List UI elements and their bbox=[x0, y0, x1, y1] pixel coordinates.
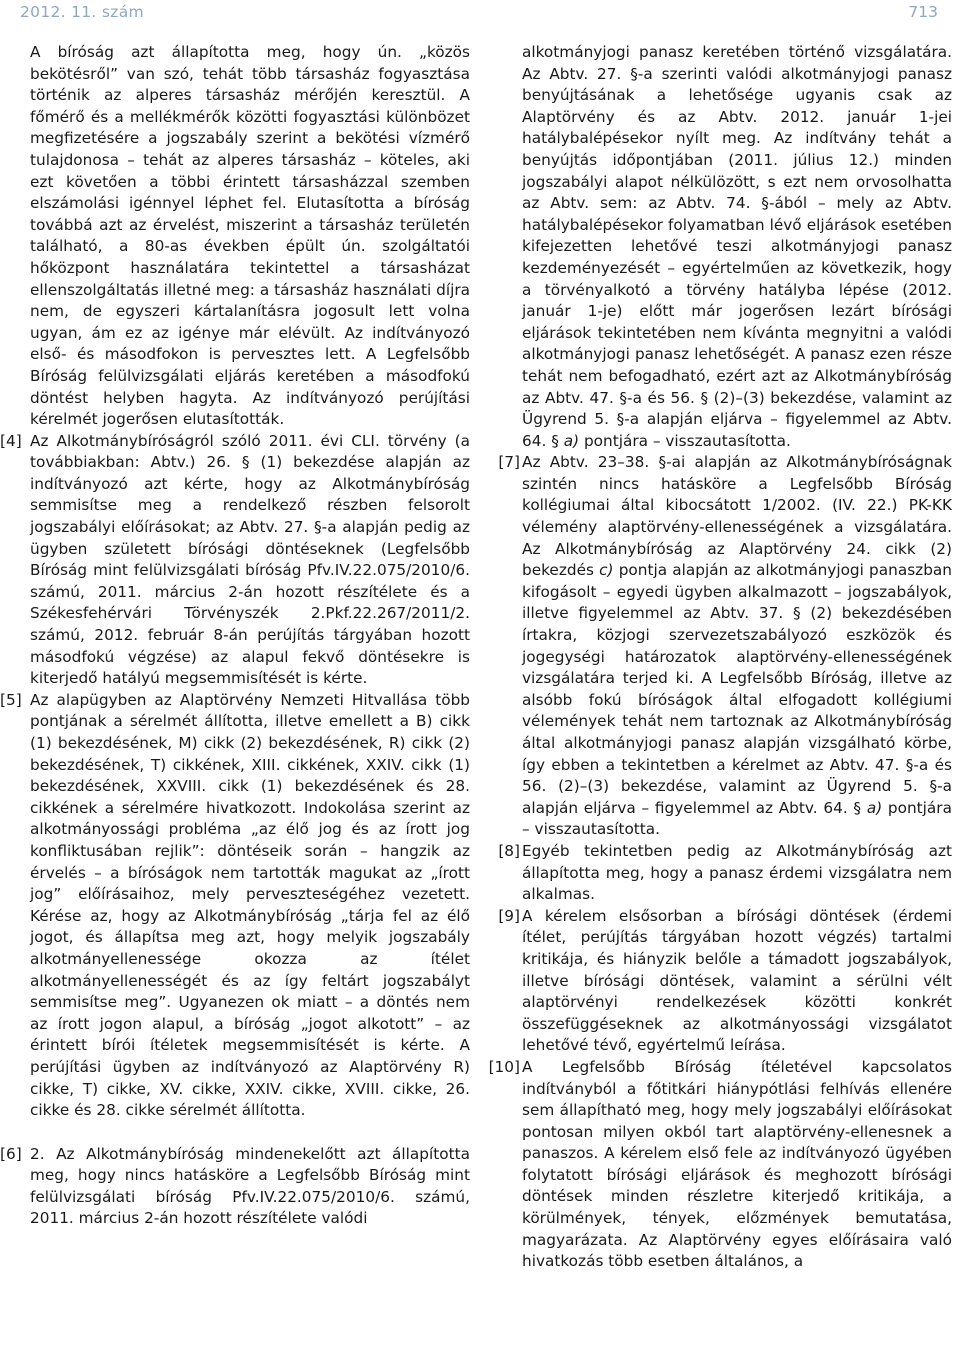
paragraph-number: [5] bbox=[0, 690, 22, 709]
paragraph-number: [8] bbox=[498, 841, 520, 860]
paragraph-number: [10] bbox=[488, 1057, 520, 1076]
point-letter: a) bbox=[563, 431, 580, 450]
page-header bbox=[0, 0, 960, 38]
paragraph-number: [6] bbox=[0, 1144, 22, 1163]
paragraph-7 bbox=[498, 452, 952, 841]
paragraph-text: Az alapügyben az Alaptörvény Nemzeti Hitvallása több pontjának a sérelmét állította, illetve emellett a B) cikk (1) bekezdésének, M) cikk (2) bekezdésének, R) cikk (2) bekezdésének, T) cikkének, XIII. cikkének, XXIV. cikk (1) bekezdésének, XXVIII. cikk (1) bekezdésének és 28. cikkének a sérelmére hivatkozott. Indokolása szerint az alkotmányossági probléma „az élő jog és az írott jog konfliktusában rejlik”: döntéseik során – hangzik az érvelés – a bíróságok nem tartották magukat az „írott jog” előírásaihoz, mely perveszteségéhez vezetett. Kérése az, hogy az Alkotmánybíróság „tárja fel az élő jogot, és állapítsa meg azt, hogy melyik jogszabály alkotmányellenessége okozza az ítélet alkotmányellenességét és az így feltárt jogszabályt semmisítse meg”. Ugyanezen ok miatt – a döntés nem az írott jogon alapul, a bíróság „jogot alkotott” – az érintett bírói ítéletek megsemmisítését is kérte. A perújítási ügyben az indítványozó az Alaptörvény R) cikke, T) cikke, XV. cikke, XXIV. cikke, XVIII. cikke, 26. cikke és 28. cikke sérelmét állította. bbox=[30, 690, 470, 1120]
paragraph-number: [7] bbox=[498, 453, 520, 472]
issue-label: 2012. 11. szám bbox=[20, 3, 144, 21]
paragraph-text: Az Abtv. 23–38. §-ai alapján az Alkotmánybíróságnak szintén nincs hatásköre a Legfelsőbb Bíróság kollégiumai által kibocsátott 1/2002. (IV. 22.) PK-KK vélemény alaptörvény-ellenességének a vizsgálatára. Az Alkotmánybíróság az Alaptörvény 24. cikk (2) bekezdés bbox=[522, 453, 952, 580]
paragraph-number: [4] bbox=[0, 431, 22, 450]
section-gap bbox=[30, 1122, 470, 1144]
paragraph-text: A Legfelsőbb Bíróság ítéletével kapcsolatos indítványból a főtitkári hiánypótlási felhívás ellenére sem állapítható meg, hogy mely jogszabályi előírásokat pontosan milyen okból tart alaptörvény-ellenesnek a panaszos. A kérelem első fele az indítványozó ügyében folytatott bírósági eljárások és meghozott bírósági döntések minden részletre kiterjedő kritikája, a körülmények, tények, előzmények bemutatása, magyarázata. Az Alaptörvény egyes előírásaira való hivatkozás több esetben általános, a bbox=[522, 1057, 952, 1271]
paragraph-4 bbox=[0, 431, 470, 690]
paragraph-text: Az Alkotmánybíróságról szóló 2011. évi CLI. törvény (a továbbiakban: Abtv.) 26. § (1) bekezdése alapján az indítványozó azt kérte, hogy az Alkotmánybíróság semmisítse meg a rendelkező részben felsorolt jogszabályi előírásokat; az Abtv. 27. §-a alapján pedig az ügyben született bírósági döntéseknek (Legfelsőbb Bíróság mint felülvizsgálati bíróság Pfv.IV.22.075/2010/6. számú, 2011. március 2-án hozott részítélete és a Székesfehérvári Törvényszék 2.Pkf.22.267/2011/2. számú, 2012. február 8-án perújítás tárgyában hozott másodfokú végzése) az alapul fekvő döntésekre is kiterjedő hatályú megsemmisítését is kérte. bbox=[30, 431, 470, 688]
paragraph-text-end: pontjára – visszautasította. bbox=[522, 798, 952, 839]
paragraph-6-continued bbox=[522, 42, 952, 452]
paragraph-intro: A bíróság azt állapította meg, hogy ún. „közös bekötésről” van szó, tehát több társasház fogyasztása történik az alperes társasház mérőjén keresztül. A főmérő és a mellékmérők közötti fogyasztási különbözet megfizetésére a jogszabály szerint a bekötési vízmérő tulajdonosa – tehát az alperes társasház – köteles, aki ezt követően a többi érintett társasházzal szemben elszámolási igénnyel léphet fel. Elutasította a bíróság továbbá azt az érvelést, miszerint a társasház területén található, a 80-as években épült ún. szolgáltatói hőközpont használatára tekintettel a társasházat ellenszolgáltatás illetné meg: a társasház használati díjra nem, de egyszeri kártalanításra jogosult lett volna ugyan, ám ez az igénye már elévült. Az indítványozó első- és másodfokon is pervesztes lett. A Legfelsőbb Bíróság felülvizsgálati eljárás keretében a másodfokú döntést helyben hagyta. Az indítványozó perújítási kérelmét jogerősen elutasították. bbox=[30, 43, 470, 429]
paragraph-number: [9] bbox=[498, 906, 520, 925]
paragraph-text: 2. Az Alkotmánybíróság mindenekelőtt azt állapította meg, hogy nincs hatásköre a Legfelsőbb Bíróság mint felülvizsgálati bíróság Pfv.IV.22.075/2010/6. számú, 2011. március 2-án hozott részítélete valódi bbox=[30, 1144, 470, 1228]
paragraph-text: pontja alapján az alkotmányjogi panaszban kifogásolt – egyedi ügyben alkalmazott – jogszabályok, illetve figyelemmel az Abtv. 37. § (2) bekezdésében írtakra, közjogi szervezetszabályozó eszközök és jogegységi határozatok alaptörvény-ellenességének vizsgálatára terjed ki. A Legfelsőbb Bíróság, illetve az alsóbb fokú bíróságok által elfogadott kollégiumi vélemények tehát nem tartoznak az Alkotmánybíróság által alkotmányjogi panasz alapján vizsgálható körbe, így ebben a tekintetben a kérelmet az Abtv. 47. §-a és 56. (2)–(3) bekezdése, valamint az Ügyrend 5. §-a alapján eljárva – figyelemmel az Abtv. 64. § bbox=[522, 561, 952, 817]
paragraph-text-end: pontjára – visszautasította. bbox=[583, 431, 791, 450]
paragraph-10 bbox=[488, 1057, 952, 1273]
paragraph-6 bbox=[0, 1144, 470, 1230]
left-column bbox=[0, 42, 470, 1230]
right-column bbox=[488, 42, 952, 1273]
paragraph-9 bbox=[498, 906, 952, 1057]
point-letter: c) bbox=[599, 561, 614, 580]
paragraph-5 bbox=[0, 690, 470, 1122]
paragraph-8 bbox=[498, 841, 952, 906]
paragraph-text: alkotmányjogi panasz keretében történő vizsgálatára. Az Abtv. 27. §-a szerinti valódi alkotmányjogi panasz benyújtásának a lehetősége ugyanis csak az Alaptörvény és az Abtv. 2012. január 1-jei hatálybalépésekor nyílt meg. Az indítvány tehát a benyújtás időpontjában (2011. július 12.) minden jogszabályi alapot nélkülözött, s ezt nem orvosolhatta az Abtv. sem: az Abtv. 74. §-ából – mely az Abtv. hatálybalépésekor folyamatban lévő eljárások esetében kifejezetten lehetővé teszi alkotmányjogi panasz kezdeményezését – egyértelműen az következik, hogy a törvényalkotó a törvény hatályba lépése (2012. január 1-je) előtt már jogerősen lezárt bírósági eljárások tekintetében nem kívánta megnyitni a valódi alkotmányjogi panasz lehetőségét. A panasz ezen része tehát nem befogadható, ezért azt az Alkotmánybíróság az Abtv. 47. §-a és 56. § (2)–(3) bekezdése, valamint az Ügyrend 5. §-a alapján eljárva – figyelemmel az Abtv. 64. § bbox=[522, 43, 952, 450]
point-letter: a) bbox=[866, 798, 883, 817]
paragraph-text: A kérelem elsősorban a bírósági döntések (érdemi ítélet, perújítás tárgyában hozott végzés) tartalmi kritikája, és hiányzik belőle a támadott jogszabályok, illetve bírósági döntések, valamint a sérülni vélt alaptörvényi rendelkezések közötti konkrét összefüggéseknek az alkotmányossági vizsgálatot lehetővé tévő, egyértelmű leírása. bbox=[522, 906, 952, 1055]
paragraph-text: Egyéb tekintetben pedig az Alkotmánybíróság azt állapította meg, hogy a panasz érdemi vizsgálatra nem alkalmas. bbox=[522, 841, 952, 904]
page-number: 713 bbox=[908, 3, 938, 21]
